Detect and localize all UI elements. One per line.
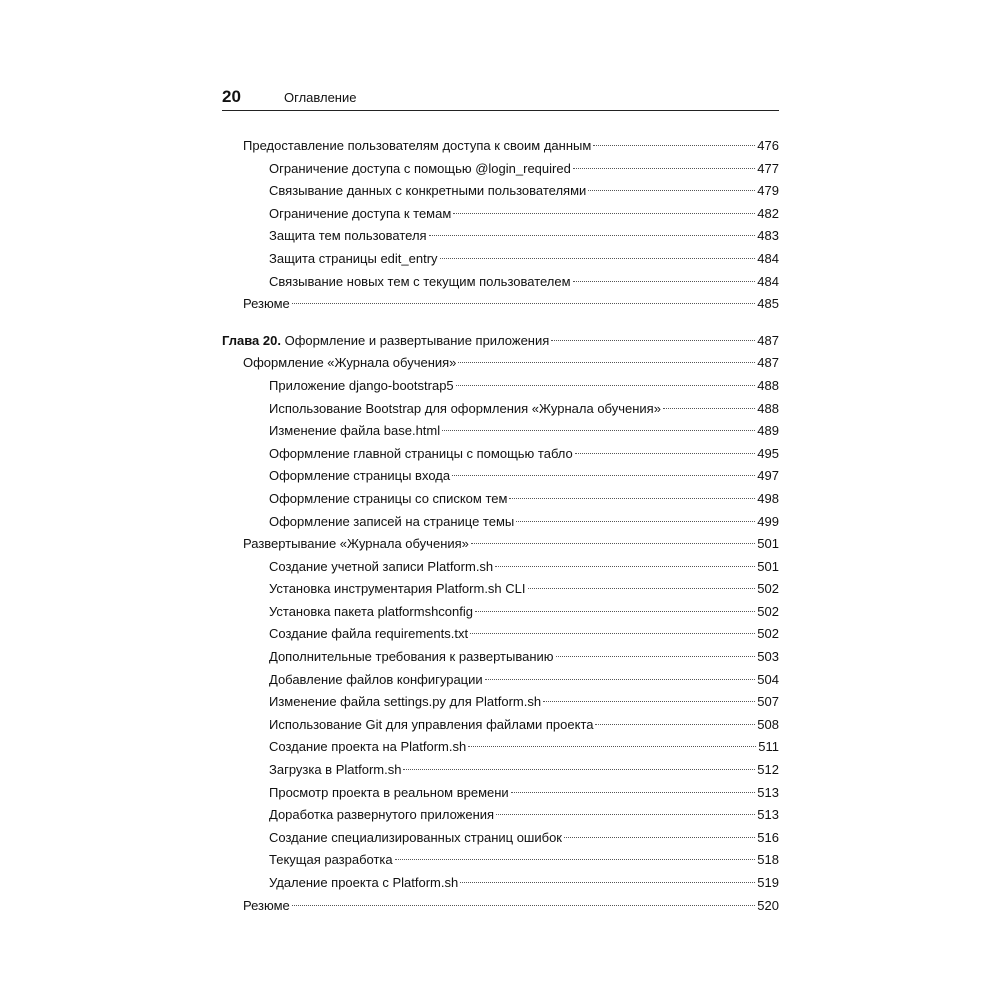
toc-entry (222, 691, 779, 714)
toc-page-number: 513 (757, 807, 779, 823)
toc-entry-title (269, 759, 401, 782)
toc-entry-title (269, 465, 450, 488)
toc-page-number: 502 (757, 626, 779, 642)
toc-entry (222, 135, 779, 158)
dot-leader (528, 588, 756, 589)
toc-page-number: 487 (757, 355, 779, 371)
toc-page-number: 484 (757, 250, 779, 266)
toc-entry (222, 443, 779, 466)
toc-entry (222, 714, 779, 737)
chapter-label: Глава 20. (222, 332, 281, 348)
dot-leader (511, 792, 756, 793)
toc-entry-text: Дополнительные требования к развертыванию (269, 649, 554, 665)
toc-entry (222, 225, 779, 248)
toc-page-number: 483 (757, 228, 779, 244)
toc-page-number: 518 (757, 852, 779, 868)
toc-entry (222, 646, 779, 669)
toc-entry-title (269, 691, 541, 714)
toc-page-number: 504 (757, 671, 779, 687)
toc-page-number: 488 (757, 400, 779, 416)
toc-entry-text: Текущая разработка (269, 852, 393, 868)
toc-entry-text: Развертывание «Журнала обучения» (243, 536, 469, 552)
dot-leader (593, 145, 755, 146)
toc-entry-text: Связывание новых тем с текущим пользователем (269, 273, 571, 289)
toc-entry-text: Резюме (243, 296, 290, 312)
toc-entry-text: Оформление и развертывание приложения (284, 332, 550, 348)
toc-entry-text: Создание специализированных страниц ошибок (269, 829, 562, 845)
toc-entry-text: Установка инструментария Platform.sh CLI (269, 581, 526, 597)
toc-entry (222, 827, 779, 850)
dot-leader (442, 430, 755, 431)
toc-entry-text: Защита тем пользователя (269, 228, 427, 244)
running-head: Оглавление (284, 90, 357, 105)
toc-page-number: 487 (757, 332, 779, 348)
toc-entry (222, 872, 779, 895)
toc-entry (222, 248, 779, 271)
toc-page-number: 519 (757, 875, 779, 890)
toc-entry-title (269, 872, 458, 895)
toc-page-number: 499 (757, 513, 779, 529)
toc-entry-text: Ограничение доступа с помощью @login_required (269, 160, 571, 176)
toc-entry-text: Создание учетной записи Platform.sh (269, 558, 494, 574)
toc-entry-title (269, 511, 514, 534)
toc-chapter-row (222, 330, 779, 353)
toc-entry (222, 271, 779, 294)
toc-entry-text: Загрузка в Platform.sh (269, 762, 402, 778)
toc-page-number: 516 (757, 829, 779, 845)
toc-entry-text: Удаление проекта с Platform.sh (269, 875, 459, 890)
toc-entry-title (269, 271, 571, 294)
dot-leader (485, 679, 756, 680)
toc-page-number: 482 (757, 205, 779, 221)
toc-entry-text: Просмотр проекта в реальном времени (269, 784, 509, 800)
toc-entry (222, 623, 779, 646)
toc-entry-text: Создание проекта на Platform.sh (269, 739, 467, 755)
dot-leader (471, 543, 755, 544)
dot-leader (496, 814, 755, 815)
toc-entry-title (243, 352, 456, 375)
toc-page-number: 501 (757, 536, 779, 552)
toc-entry (222, 804, 779, 827)
dot-leader (543, 701, 755, 702)
dot-leader (551, 340, 755, 341)
toc-entry-text: Создание файла requirements.txt (269, 626, 469, 642)
toc-entry-text: Оформление страницы входа (269, 468, 451, 484)
toc-entry (222, 511, 779, 534)
toc-entry (222, 736, 779, 759)
dot-leader (564, 837, 755, 838)
dot-leader (395, 859, 756, 860)
dot-leader (516, 521, 755, 522)
dot-leader (470, 633, 755, 634)
toc-entry-title (243, 533, 469, 556)
dot-leader (292, 303, 756, 304)
dot-leader (595, 724, 755, 725)
toc-entry (222, 465, 779, 488)
toc-entry-title (269, 736, 466, 759)
dot-leader (663, 408, 755, 409)
toc-entry-text: Оформление записей на странице темы (269, 513, 515, 529)
dot-leader (556, 656, 756, 657)
toc-page-number: 489 (757, 423, 779, 439)
toc-page-number: 511 (758, 739, 779, 755)
toc-entry-title (269, 420, 440, 443)
toc-page-number: 503 (757, 649, 779, 665)
toc-entry-title (269, 248, 438, 271)
dot-leader (588, 190, 755, 191)
dot-leader (460, 882, 755, 883)
toc-entry-title (269, 375, 454, 398)
toc-entry-text: Изменение файла settings.py для Platform.sh (269, 694, 542, 710)
dot-leader (509, 498, 755, 499)
toc-entry (222, 352, 779, 375)
toc-entry-text: Защита страницы edit_entry (269, 250, 438, 266)
table-of-contents (222, 135, 779, 917)
toc-page-number: 498 (757, 490, 779, 506)
toc-page-number: 484 (757, 273, 779, 289)
toc-entry-text: Оформление «Журнала обучения» (243, 355, 457, 371)
toc-page-number: 507 (757, 694, 779, 710)
dot-leader (573, 281, 756, 282)
toc-entry-title (222, 330, 549, 353)
toc-page-number: 502 (757, 603, 779, 619)
toc-entry (222, 375, 779, 398)
dot-leader (573, 168, 755, 169)
dot-leader (458, 362, 755, 363)
toc-entry-text: Приложение django-bootstrap5 (269, 377, 454, 393)
toc-entry-text: Использование Bootstrap для оформления «Журнала обучения» (269, 400, 661, 416)
toc-page-number: 495 (757, 445, 779, 461)
dot-leader (468, 746, 756, 747)
toc-entry (222, 601, 779, 624)
toc-page-number: 485 (757, 296, 779, 312)
toc-page-number: 508 (757, 716, 779, 732)
toc-page-number: 512 (757, 762, 779, 778)
toc-entry-text: Связывание данных с конкретными пользователями (269, 183, 587, 199)
toc-entry-title (269, 849, 393, 872)
toc-entry (222, 420, 779, 443)
toc-entry-title (269, 158, 571, 181)
dot-leader (292, 905, 756, 906)
toc-page-number: 488 (757, 377, 779, 393)
toc-entry-text: Использование Git для управления файлами проекта (269, 716, 594, 732)
dot-leader (440, 258, 756, 259)
toc-entry-title (269, 714, 593, 737)
toc-page-number: 479 (757, 183, 779, 199)
toc-entry-title (269, 556, 493, 579)
dot-leader (429, 235, 756, 236)
toc-entry-title (269, 782, 509, 805)
toc-entry (222, 895, 779, 918)
toc-entry-text: Резюме (243, 897, 290, 913)
toc-entry-title (269, 398, 661, 421)
toc-entry-title (269, 488, 507, 511)
toc-page-number: 501 (757, 558, 779, 574)
toc-entry (222, 203, 779, 226)
toc-page-number: 502 (757, 581, 779, 597)
toc-entry-title (243, 135, 591, 158)
toc-page-number: 520 (757, 897, 779, 913)
toc-page-number: 477 (757, 160, 779, 176)
page-header (222, 86, 779, 111)
toc-entry (222, 578, 779, 601)
toc-entry-title (269, 578, 526, 601)
toc-entry-text: Предоставление пользователям доступа к своим данным (243, 138, 592, 153)
toc-page-number: 476 (757, 138, 779, 153)
toc-entry (222, 533, 779, 556)
toc-entry-title (269, 669, 483, 692)
toc-entry-title (269, 203, 451, 226)
dot-leader (453, 213, 755, 214)
toc-entry (222, 556, 779, 579)
toc-entry-text: Установка пакета platformshconfig (269, 603, 473, 619)
toc-entry (222, 759, 779, 782)
toc-entry (222, 180, 779, 203)
dot-leader (495, 566, 755, 567)
page-number: 20 (222, 87, 241, 106)
toc-entry-title (269, 804, 494, 827)
toc-entry (222, 398, 779, 421)
dot-leader (403, 769, 755, 770)
toc-entry (222, 158, 779, 181)
toc-entry-title (269, 225, 427, 248)
toc-entry-title (243, 895, 290, 918)
toc-entry-title (243, 293, 290, 316)
toc-page-number: 513 (757, 784, 779, 800)
toc-entry-title (269, 180, 586, 203)
toc-entry-text: Изменение файла base.html (269, 423, 441, 439)
toc-entry (222, 669, 779, 692)
dot-leader (475, 611, 755, 612)
toc-entry-title (269, 827, 562, 850)
dot-leader (575, 453, 756, 454)
toc-page-number: 497 (757, 468, 779, 484)
toc-entry-text: Оформление главной страницы с помощью табло (269, 445, 573, 461)
toc-entry-text: Ограничение доступа к темам (269, 205, 452, 221)
toc-entry (222, 293, 779, 316)
toc-entry (222, 849, 779, 872)
dot-leader (456, 385, 756, 386)
toc-entry-text: Оформление страницы со списком тем (269, 490, 508, 506)
toc-entry-title (269, 623, 468, 646)
toc-entry-title (269, 646, 554, 669)
toc-entry (222, 782, 779, 805)
toc-entry (222, 488, 779, 511)
toc-entry-text: Добавление файлов конфигурации (269, 671, 483, 687)
toc-entry-title (269, 443, 573, 466)
dot-leader (452, 475, 755, 476)
toc-entry-text: Доработка развернутого приложения (269, 807, 495, 823)
toc-entry-title (269, 601, 473, 624)
